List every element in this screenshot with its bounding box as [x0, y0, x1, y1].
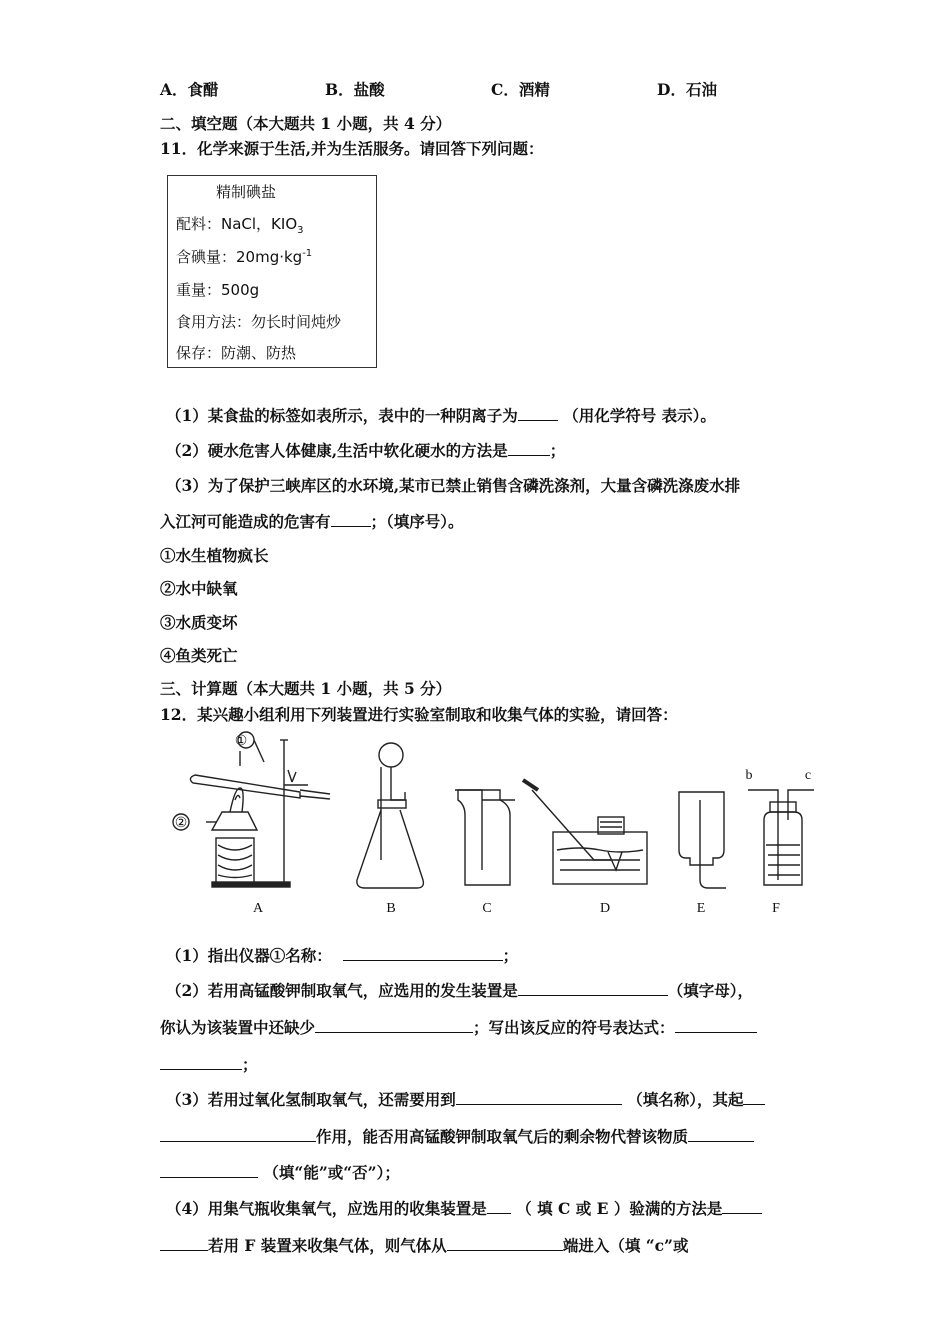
q12-part-4: （4）用集气瓶收集氧气，应选用的收集装置是 （ 填 C 或 E ）验满的方法是: [166, 1197, 762, 1219]
answer-blank[interactable]: [160, 1163, 258, 1178]
answer-blank[interactable]: [343, 946, 503, 961]
label-c: C: [482, 901, 492, 916]
q11-part-1: （1）某食盐的标签如表所示，表中的一种阴离子为 （用化学符号 表示）。: [166, 406, 716, 425]
label-a: A: [252, 901, 264, 916]
question-12-stem: 12．某兴趣小组利用下列装置进行实验室制取和收集气体的实验，请回答：: [160, 705, 678, 724]
q11-part-3-cont: 入江河可能造成的危害有 ；（填序号）。: [160, 512, 464, 531]
answer-blank[interactable]: [518, 406, 558, 421]
answer-blank[interactable]: [315, 1018, 473, 1033]
q12-part-2-cont: 你认为该装置中还缺少 ；写出该反应的符号表达式：: [160, 1016, 757, 1038]
label-usage: 食用方法：勿长时间炖炒: [176, 313, 342, 331]
option-b: B．盐酸: [325, 80, 385, 99]
section-3-heading: 三、计算题（本大题共 1 小题，共 5 分）: [160, 679, 452, 698]
q11-part-3: （3）为了保护三峡库区的水环境,某市已禁止销售含磷洗涤剂，大量含磷洗涤废水排: [166, 476, 741, 495]
label-weight: 重量：500g: [176, 281, 260, 299]
label-title: 精制碘盐: [216, 183, 277, 201]
apparatus-f: [748, 790, 814, 885]
answer-blank[interactable]: [508, 441, 550, 456]
q11-part-2: （2）硬水危害人体健康,生活中软化硬水的方法是 ；: [166, 441, 566, 460]
label-e: E: [696, 901, 706, 916]
q12-part-2-cont2: ；: [160, 1053, 258, 1075]
q12-part-2: （2）若用高锰酸钾制取氧气，应选用的发生装置是 （填字母），: [166, 981, 754, 1000]
choice-2: ②水中缺氧: [160, 579, 238, 598]
q12-part-3: （3）若用过氧化氢制取氧气，还需要用到 （填名称），其起: [166, 1088, 765, 1110]
answer-blank[interactable]: [447, 1236, 563, 1251]
port-c: c: [804, 768, 812, 783]
q12-part-1: （1）指出仪器①名称： ；: [166, 946, 519, 965]
answer-blank[interactable]: [688, 1127, 754, 1142]
answer-blank[interactable]: [675, 1018, 757, 1033]
answer-blank[interactable]: [518, 981, 668, 996]
answer-blank[interactable]: [487, 1199, 511, 1214]
marker-2: ②: [174, 816, 188, 831]
question-11-stem: 11．化学来源于生活,并为生活服务。请回答下列问题：: [160, 139, 544, 158]
choice-1: ①水生植物疯长: [160, 546, 269, 565]
apparatus-e: [679, 792, 726, 888]
answer-blank[interactable]: [331, 512, 371, 527]
label-ingredients: 配料：NaCl，$KIO_3$: [176, 215, 304, 236]
salt-label-table: [167, 175, 377, 368]
q12-part-3-cont: 作用，能否用高锰酸钾制取氧气后的剩余物代替该物质: [160, 1125, 754, 1147]
label-iodine-content: 含碘量：$20mg\cdot kg^{-1}$: [176, 248, 313, 266]
option-d: D．石油: [657, 80, 717, 99]
apparatus-b: [357, 743, 424, 888]
answer-blank[interactable]: [160, 1055, 242, 1070]
answer-blank[interactable]: [160, 1236, 208, 1251]
choice-4: ④鱼类死亡: [160, 646, 238, 665]
answer-blank[interactable]: [722, 1199, 762, 1214]
label-f: F: [772, 901, 780, 916]
answer-blank[interactable]: [160, 1127, 316, 1142]
answer-blank[interactable]: [743, 1090, 765, 1105]
label-d: D: [599, 901, 611, 916]
q12-part-4-cont: 若用 F 装置来收集气体，则气体从 端进入（填 “c”或: [160, 1234, 688, 1256]
marker-1: ①: [234, 734, 248, 749]
label-b: B: [386, 901, 396, 916]
option-c: C．酒精: [491, 80, 550, 99]
apparatus-d: [523, 780, 647, 884]
option-a: A．食醋: [160, 80, 219, 99]
section-2-heading: 二、填空题（本大题共 1 小题，共 4 分）: [160, 114, 452, 133]
apparatus-a: [173, 732, 330, 887]
apparatus-c: [455, 790, 515, 885]
lab-apparatus-figure: [160, 730, 830, 920]
q12-part-3-cont2: （填“能”或“否”）；: [160, 1161, 400, 1183]
answer-blank[interactable]: [456, 1090, 622, 1105]
choice-3: ③水质变坏: [160, 613, 238, 632]
port-b: b: [745, 768, 753, 783]
label-storage: 保存：防潮、防热: [176, 344, 297, 362]
